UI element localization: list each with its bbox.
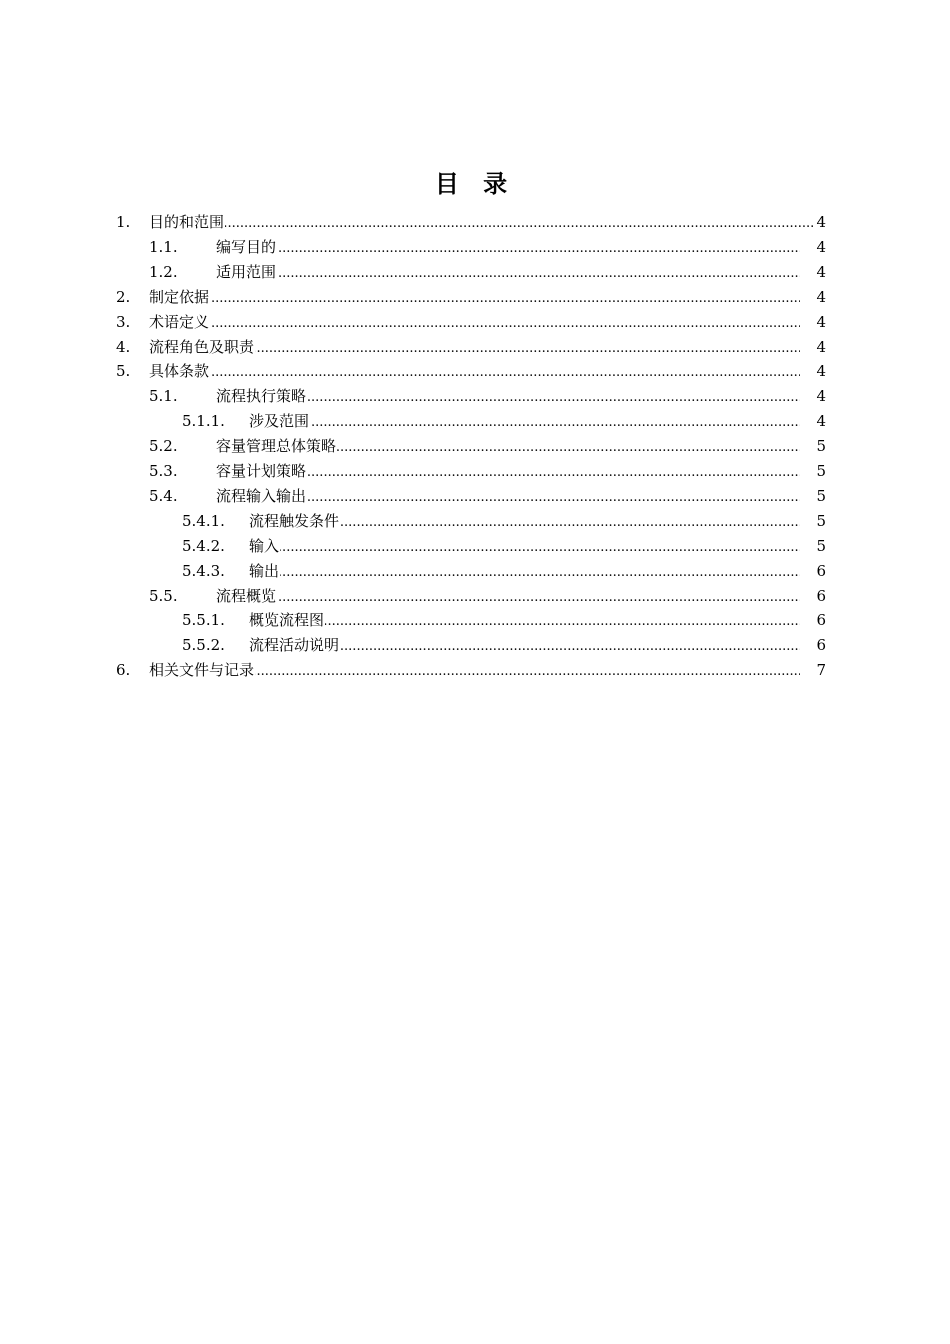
toc-entry-page: 4: [816, 387, 826, 406]
toc-entry-page: 5: [816, 462, 826, 480]
toc-entry[interactable]: [0, 285, 950, 309]
toc-entry-number: 5.2.: [149, 437, 178, 456]
toc-entry[interactable]: [0, 534, 950, 558]
toc-entry-number: 5.4.2.: [182, 536, 225, 555]
toc-entry-page: 6: [816, 561, 826, 580]
toc-entry-title: 相关文件与记录: [149, 658, 255, 682]
toc-entry-title: 概览流程图: [249, 608, 325, 632]
toc-entry-number: 4.: [116, 337, 131, 356]
toc-entry-page: 4: [816, 237, 826, 256]
toc-entry[interactable]: [0, 235, 950, 259]
toc-entry-number: 5.4.3.: [182, 561, 225, 580]
toc-entry-number: 5.3.: [149, 462, 178, 480]
toc-entry-leader: [249, 409, 800, 433]
toc-entry-leader: [249, 559, 800, 583]
toc-entry-page: 4: [816, 287, 826, 306]
toc-entry-title: 制定依据: [149, 285, 210, 309]
toc-entry-page: 5: [816, 486, 826, 505]
toc-entry[interactable]: [0, 434, 950, 458]
toc-entry-number: 5.1.1.: [182, 412, 225, 431]
toc-entry-leader: [149, 310, 800, 334]
toc-entry[interactable]: [0, 310, 950, 334]
toc-entry-page: 4: [816, 362, 826, 381]
toc-entry-number: 1.2.: [149, 262, 178, 281]
toc-entry-title: 术语定义: [149, 310, 210, 334]
toc-entry-number: 5.5.2.: [182, 636, 225, 655]
toc-entry-title: 流程输入输出: [216, 484, 307, 508]
toc-entry-title: 适用范围: [216, 260, 277, 284]
toc-entry-page: 6: [816, 636, 826, 655]
toc-entry-leader: [216, 235, 800, 259]
toc-entry-page: 4: [816, 312, 826, 331]
toc-entry-leader: [249, 534, 800, 558]
toc-entry-page: 5: [816, 437, 826, 456]
toc-entry[interactable]: [0, 484, 950, 508]
toc-entry-leader: [249, 608, 800, 632]
toc-entry-number: 2.: [116, 287, 131, 306]
toc-entry-page: 5: [816, 511, 826, 530]
toc-entry[interactable]: [0, 384, 950, 408]
toc-entry[interactable]: [0, 658, 950, 682]
toc-entry-leader: [149, 359, 800, 383]
toc-entry-title: 流程触发条件: [249, 509, 340, 533]
toc-entry-page: 7: [816, 661, 826, 680]
toc-entry-number: 1.: [116, 213, 131, 231]
toc-entry[interactable]: [0, 459, 950, 483]
toc-entry[interactable]: [0, 509, 950, 533]
toc-entry-number: 5.5.1.: [182, 611, 225, 630]
toc-entry-page: 4: [816, 337, 826, 356]
toc-entry-title: 流程角色及职责: [149, 335, 255, 359]
toc-entry-title: 流程执行策略: [216, 384, 307, 408]
toc-title: 目 录: [434, 170, 516, 198]
toc-entry-number: 5.1.: [149, 387, 178, 406]
toc-entry-page: 6: [816, 611, 826, 630]
toc-entry-title: 目的和范围: [149, 210, 225, 234]
toc-entry-number: 5.5.: [149, 586, 178, 605]
toc-entry-number: 5.4.: [149, 486, 178, 505]
toc-entry-page: 4: [816, 262, 826, 281]
toc-entry-leader: [216, 584, 800, 608]
toc-entry-page: 4: [816, 412, 826, 431]
toc-entry[interactable]: [0, 210, 950, 234]
toc-entry-page: 4: [816, 213, 826, 231]
toc-entry[interactable]: [0, 409, 950, 433]
toc-entry[interactable]: [0, 260, 950, 284]
toc-entry-title: 涉及范围: [249, 409, 310, 433]
toc-entry[interactable]: [0, 584, 950, 608]
toc-entry[interactable]: [0, 633, 950, 657]
toc-entry[interactable]: [0, 559, 950, 583]
toc-entry-title: 具体条款: [149, 359, 210, 383]
toc-entry-number: 5.: [116, 362, 131, 381]
toc-entry-title: 流程概览: [216, 584, 277, 608]
toc-entry-number: 5.4.1.: [182, 511, 225, 530]
toc-entry-title: 输出: [249, 559, 280, 583]
toc-entry[interactable]: [0, 335, 950, 359]
toc-entry-number: 1.1.: [149, 237, 178, 256]
toc-entry-title: 流程活动说明: [249, 633, 340, 657]
toc-entry[interactable]: [0, 359, 950, 383]
toc-entry-title: 编写目的: [216, 235, 277, 259]
toc-entry-page: 5: [816, 536, 826, 555]
toc-entry-title: 容量计划策略: [216, 459, 307, 483]
toc-entry[interactable]: [0, 608, 950, 632]
toc-entry-leader: [149, 210, 814, 234]
toc-entry-number: 6.: [116, 661, 131, 680]
toc-entry-leader: [149, 285, 800, 309]
toc-entry-title: 容量管理总体策略: [216, 434, 337, 458]
toc-entry-number: 3.: [116, 312, 131, 331]
toc-entry-leader: [216, 260, 800, 284]
toc-entry-title: 输入: [249, 534, 280, 558]
toc-entry-page: 6: [816, 586, 826, 605]
